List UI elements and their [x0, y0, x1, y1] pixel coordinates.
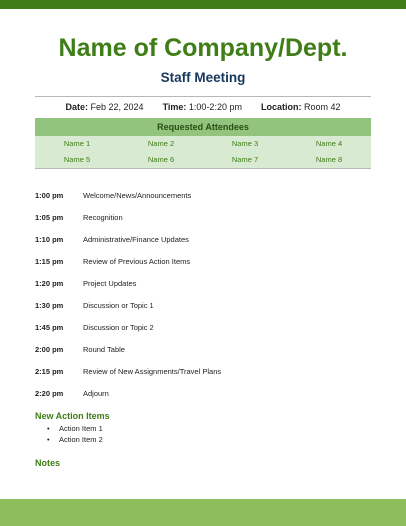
agenda-time: 2:00 pm: [35, 345, 64, 354]
attendee-name: Name 3: [231, 139, 259, 148]
top-color-band: [0, 0, 406, 9]
time-value: 1:00-2:20 pm: [188, 102, 242, 112]
agenda-time: 1:05 pm: [35, 213, 64, 222]
agenda-time: 1:00 pm: [35, 191, 64, 200]
notes-heading: Notes: [35, 458, 61, 468]
action-items-list: [47, 423, 103, 445]
agenda-item: [35, 321, 375, 343]
attendees-row: [35, 152, 371, 168]
agenda-topic: Recognition: [83, 213, 123, 222]
attendee-name: Name 5: [63, 155, 91, 164]
agenda-item: [35, 343, 375, 365]
time-label: Time:: [162, 102, 187, 112]
agenda-topic: Adjourn: [83, 389, 109, 398]
attendee-name: Name 2: [147, 139, 175, 148]
agenda-item: [35, 277, 375, 299]
agenda-item: [35, 211, 375, 233]
agenda-item: [35, 387, 375, 409]
agenda-topic: Discussion or Topic 2: [83, 323, 154, 332]
date-label: Date:: [65, 102, 88, 112]
agenda-topic: Discussion or Topic 1: [83, 301, 154, 310]
location-label: Location:: [261, 102, 302, 112]
agenda-time: 1:10 pm: [35, 235, 64, 244]
action-item-text: Action Item 2: [59, 435, 103, 444]
agenda-time: 1:20 pm: [35, 279, 64, 288]
attendees-table: [35, 118, 371, 168]
attendee-name: Name 8: [315, 155, 343, 164]
attendee-name: Name 4: [315, 139, 343, 148]
meeting-meta-row: [35, 102, 371, 112]
agenda-item: [35, 299, 375, 321]
attendee-name: Name 6: [147, 155, 175, 164]
bullet-icon: •: [47, 435, 50, 444]
agenda-time: 1:45 pm: [35, 323, 64, 332]
action-item: [47, 423, 103, 434]
agenda-item: [35, 365, 375, 387]
agenda-topic: Review of New Assignments/Travel Plans: [83, 367, 222, 376]
attendees-row: [35, 136, 371, 152]
action-item-text: Action Item 1: [59, 424, 103, 433]
attendee-name: Name 7: [231, 155, 259, 164]
action-item: [47, 434, 103, 445]
agenda-item: [35, 189, 375, 211]
agenda-time: 1:15 pm: [35, 257, 64, 266]
bottom-color-band: [0, 499, 406, 526]
agenda-topic: Welcome/News/Announcements: [83, 191, 192, 200]
agenda-time: 2:20 pm: [35, 389, 64, 398]
divider-top: [35, 96, 371, 97]
agenda-list: [35, 189, 375, 409]
agenda-topic: Administrative/Finance Updates: [83, 235, 189, 244]
agenda-item: [35, 233, 375, 255]
bullet-icon: •: [47, 424, 50, 433]
meeting-subtitle: Staff Meeting: [160, 70, 246, 85]
action-items-heading: New Action Items: [35, 411, 110, 421]
divider-bottom: [35, 168, 371, 169]
attendee-name: Name 1: [63, 139, 91, 148]
agenda-time: 1:30 pm: [35, 301, 64, 310]
location-value: Room 42: [304, 102, 341, 112]
agenda-topic: Review of Previous Action Items: [83, 257, 191, 266]
date-value: Feb 22, 2024: [90, 102, 144, 112]
agenda-item: [35, 255, 375, 277]
agenda-time: 2:15 pm: [35, 367, 64, 376]
attendees-heading: Requested Attendees: [35, 118, 371, 136]
agenda-topic: Project Updates: [83, 279, 137, 288]
page-title: Name of Company/Dept.: [58, 34, 348, 62]
agenda-topic: Round Table: [83, 345, 125, 354]
